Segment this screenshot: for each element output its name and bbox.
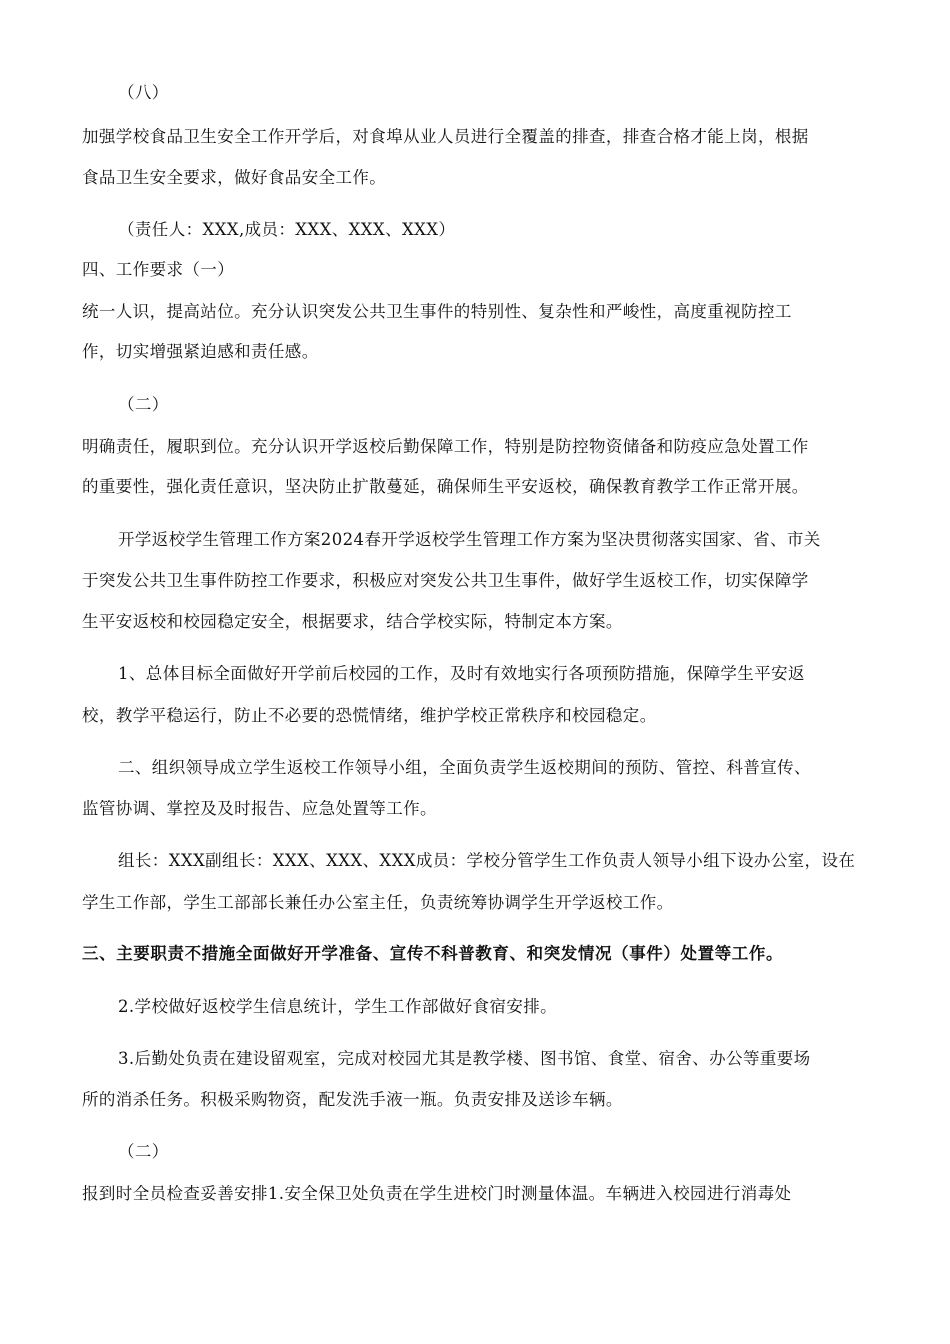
heading-two: （二） — [118, 395, 169, 414]
paragraph-line: 校，教学平稳运行，防止不必要的恐慌情绪，维护学校正常秩序和校园稳定。 — [82, 706, 657, 725]
paragraph-line: 生平安返校和校园稳定安全，根据要求，结合学校实际，特制定本方案。 — [82, 612, 623, 631]
paragraph-line: 1、总体目标全面做好开学前后校园的工作，及时有效地实行各项预防措施，保障学生平安返 — [118, 664, 805, 683]
paragraph-line: 监管协调、掌控及及时报告、应急处置等工作。 — [82, 799, 437, 818]
paragraph-line: 统一人识，提高站位。充分认识突发公共卫生事件的特别性、复杂性和严峻性，高度重视防控工 — [82, 302, 792, 321]
paragraph-line: 3.后勤处负责在建设留观室，完成对校园尤其是教学楼、图书馆、食堂、宿舍、办公等重要场 — [118, 1049, 811, 1068]
paragraph-line: 所的消杀任务。积极采购物资，配发洗手液一瓶。负责安排及送诊车辆。 — [82, 1090, 623, 1109]
paragraph-line: 报到时全员检查妥善安排1.安全保卫处负责在学生进校门时测量体温。车辆进入校园进行消毒处 — [82, 1184, 792, 1203]
paragraph-line: 二、组织领导成立学生返校工作领导小组，全面负责学生返校期间的预防、管控、科普宣传、 — [118, 758, 811, 777]
section-heading-three: 三、主要职责不措施全面做好开学准备、宣传不科普教育、和突发情况（事件）处置等工作。 — [82, 944, 784, 963]
paragraph-line: 作，切实增强紧迫感和责任感。 — [82, 342, 319, 361]
paragraph-line: 学生工作部，学生工部部长兼任办公室主任，负责统筹协调学生开学返校工作。 — [82, 893, 674, 912]
paragraph-line: 2.学校做好返校学生信息统计，学生工作部做好食宿安排。 — [118, 997, 558, 1016]
paragraph-line: 于突发公共卫生事件防控工作要求，积极应对突发公共卫生事件，做好学生返校工作，切实保障学 — [82, 571, 809, 590]
heading-two: （二） — [118, 1142, 169, 1161]
paragraph-line: 明确责任，履职到位。充分认识开学返校后勤保障工作，特别是防控物资储备和防疫应急处置工作 — [82, 437, 809, 456]
paragraph-line: 的重要性，强化责任意识，坚决防止扩散蔓延，确保师生平安返校，确保教育教学工作正常开展。 — [82, 477, 809, 496]
section-heading-four: 四、工作要求（一） — [82, 260, 235, 279]
heading-eight: （八） — [118, 83, 169, 102]
paragraph-line: 食品卫生安全要求，做好食品安全工作。 — [82, 168, 387, 187]
paragraph-line: 开学返校学生管理工作方案2024春开学返校学生管理工作方案为坚决贯彻落实国家、省、市关 — [118, 530, 821, 549]
paragraph-line: 组长：XXX副组长：XXX、XXX、XXX成员：学校分管学生工作负责人领导小组下设办公室，设在 — [118, 851, 856, 870]
responsible-note: （责任人：XXX,成员：XXX、XXX、XXX） — [118, 220, 456, 239]
paragraph-line: 加强学校食品卫生安全工作开学后，对食埠从业人员进行全覆盖的排查，排查合格才能上岗，根据 — [82, 127, 809, 146]
